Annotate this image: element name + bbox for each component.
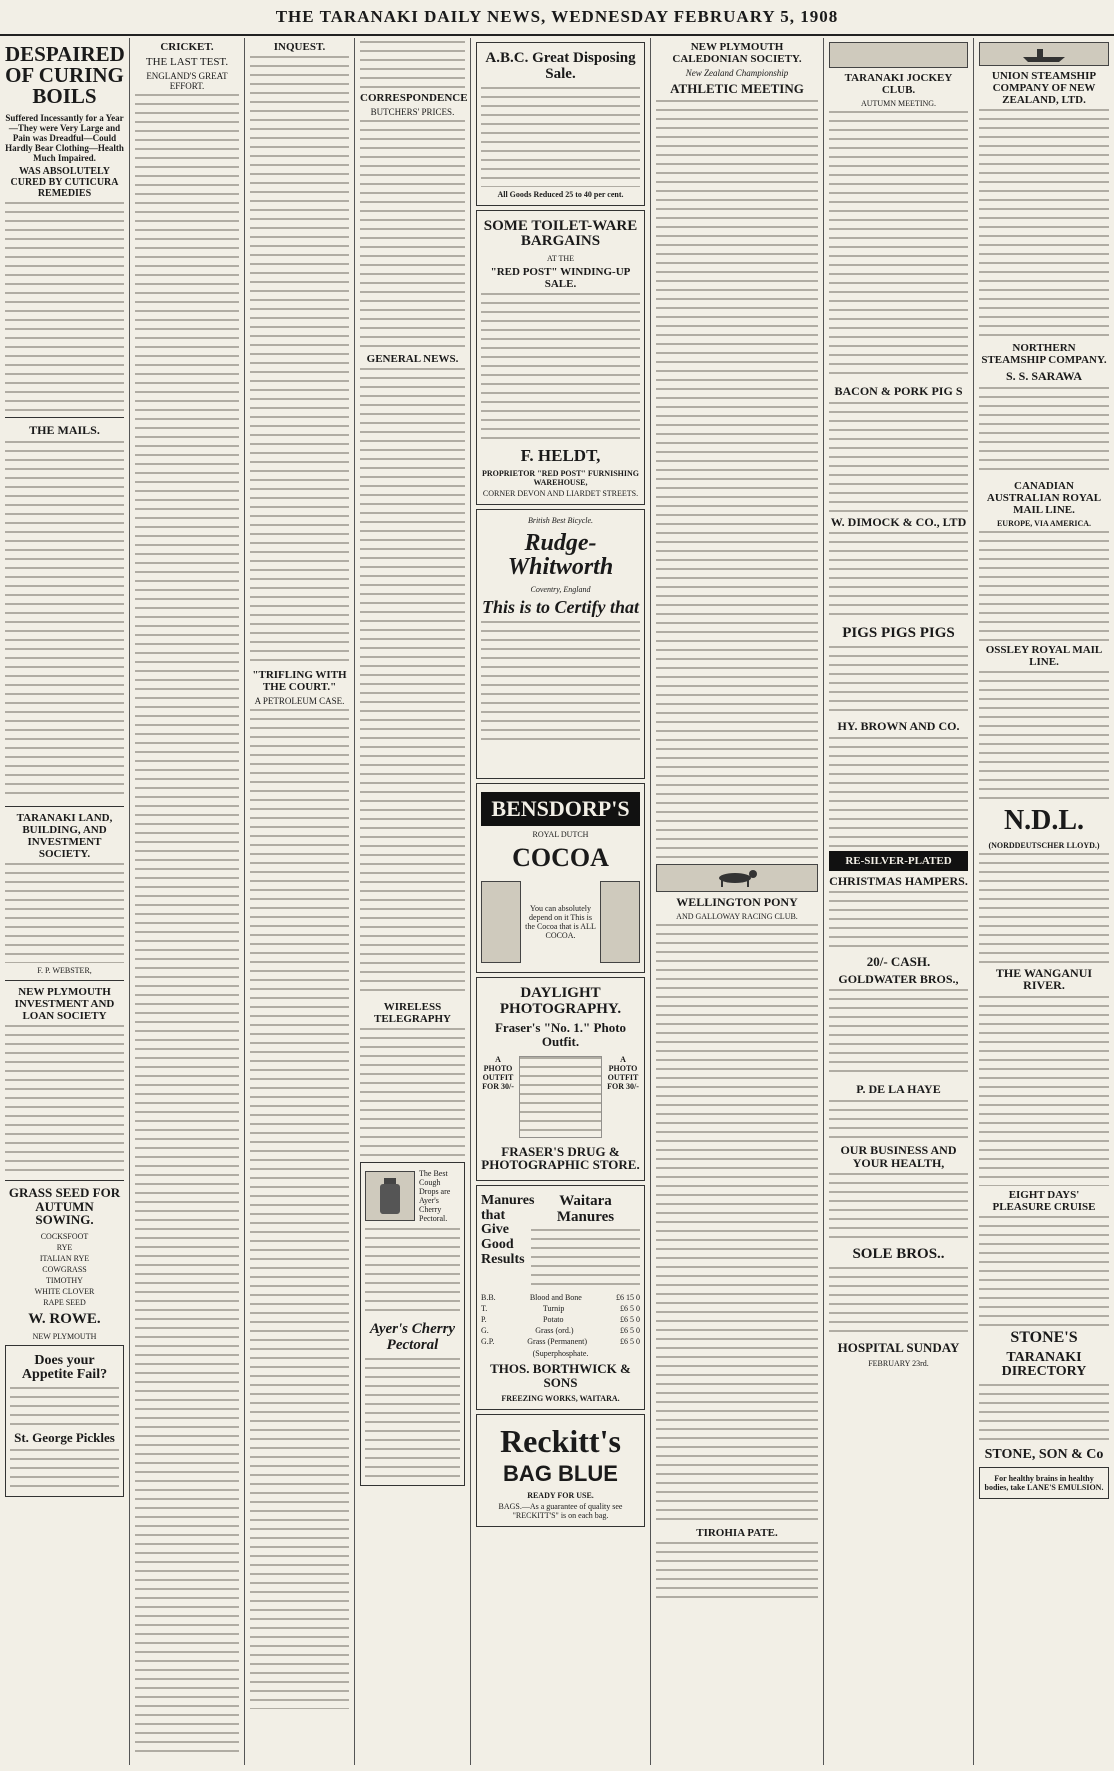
pickles-name: St. George Pickles [14, 1430, 115, 1446]
sarawa-text [979, 387, 1109, 477]
pickles-text [10, 1449, 119, 1489]
goldwater-heading: GOLDWATER BROS., [838, 971, 959, 986]
waitara-text [531, 1229, 640, 1289]
boils-headline: DESPAIRED OF CURING BOILS [5, 42, 125, 108]
dimock-heading: W. DIMOCK & CO., LTD [830, 514, 967, 529]
last-test-heading: THE LAST TEST. [145, 56, 229, 68]
pigs-text [829, 646, 968, 716]
sarawa-heading: S. S. SARAWA [1005, 369, 1083, 383]
canadian-heading: CANADIAN AUSTRALIAN ROYAL MAIL LINE. [986, 479, 1102, 516]
pony-programme-text [656, 924, 818, 1524]
superphosphate: (Superphosphate. [532, 1349, 589, 1359]
bensdorp-sub: ROYAL DUTCH [532, 829, 589, 839]
rudge-top: British Best Bicycle. [527, 515, 594, 525]
directory-heading: TARANAKI DIRECTORY [1001, 1349, 1087, 1380]
ndl-text [979, 853, 1109, 963]
trifling-heading: "TRIFLING WITH THE COURT." [252, 669, 347, 693]
hospital-date: FEBRUARY 23rd. [868, 1358, 929, 1368]
list-item: ITALIAN RYE [39, 1253, 90, 1263]
abc-footer: All Goods Reduced 25 to 40 per cent. [497, 189, 624, 199]
fraser-no1: Fraser's "No. 1." Photo Outfit. [494, 1020, 627, 1049]
red-post-ad [476, 210, 645, 505]
ayers-name: Ayer's Cherry Pectoral [369, 1321, 456, 1353]
camera-details [519, 1056, 602, 1138]
toilet-at: AT THE [546, 254, 575, 263]
reckitts-name: Reckitt's [500, 1422, 621, 1459]
ayers-ad [360, 1162, 465, 1486]
divider [5, 1180, 124, 1181]
last-test-sub: ENGLAND'S GREAT EFFORT. [146, 71, 228, 91]
land-society-text [5, 863, 124, 963]
eight-days-heading: EIGHT DAYS' PLEASURE CRUISE [992, 1188, 1096, 1213]
cocoa-title: COCOA [512, 842, 609, 872]
horse-illustration [829, 42, 968, 68]
cricket-text [135, 94, 239, 1754]
boils-subheadline: Suffered Incessantly for a Year—They were Very Large and Pain was Dreadful—Could Hardly Bear Clothing—Health Much Impaired. [5, 113, 124, 163]
tirohia-heading: TIROHIA PATE. [696, 1527, 778, 1540]
trifling-sub: A PETROLEUM CASE. [254, 696, 345, 706]
appetite-heading: Does your Appetite Fail? [21, 1352, 108, 1383]
bag-blue: BAG BLUE [503, 1460, 618, 1486]
jockey-heading: TARANAKI JOCKEY CLUB. [844, 72, 953, 96]
directory-text [979, 1384, 1109, 1444]
table-row: G. Grass (ord.) £6 5 0 [481, 1326, 640, 1336]
column-1 [0, 38, 130, 1765]
emulsion-ad [979, 1467, 1109, 1499]
list-item: RYE [56, 1242, 73, 1252]
appetite-text [10, 1387, 119, 1427]
photo-outfit-left: A PHOTO OUTFIT FOR 30/- [482, 1054, 514, 1091]
waitara-title: Waitara Manures [556, 1192, 615, 1225]
sole-bros: SOLE BROS.. [852, 1246, 945, 1263]
bensdorp-title: BENSDORP'S [481, 792, 640, 826]
list-item: COWGRASS [42, 1264, 87, 1274]
npi-heading: NEW PLYMOUTH INVESTMENT AND LOAN SOCIETY [14, 986, 115, 1022]
christmas-heading: CHRISTMAS HAMPERS. [829, 873, 968, 888]
dela-haye-text [829, 1100, 968, 1140]
emulsion-text: For healthy brains in healthy bodies, take LANE'S EMULSION. [984, 1473, 1104, 1492]
toilet-title: SOME TOILET-WARE BARGAINS [483, 217, 638, 250]
toilet-text [481, 293, 640, 443]
figure-illustration [481, 881, 521, 963]
table-row: T. Turnip £6 5 0 [481, 1304, 640, 1314]
butchers-heading: BUTCHERS' PRICES. [370, 107, 455, 117]
abc-sale-ad [476, 42, 645, 206]
ndl-sub: (NORDDEUTSCHER LLOYD.) [988, 840, 1100, 850]
rudge-text [481, 621, 640, 741]
abc-title: A.B.C. Great Disposing Sale. [485, 50, 636, 82]
bacon-text [829, 402, 968, 512]
ossley-text [979, 671, 1109, 801]
wanganui-text [979, 996, 1109, 1186]
fraser-store: FRASER'S DRUG & PHOTOGRAPHIC STORE. [481, 1143, 640, 1173]
ossley-heading: OSSLEY ROYAL MAIL LINE. [985, 643, 1103, 668]
canadian-text [979, 531, 1109, 641]
table-row: B.B. Blood and Bone £6 15 0 [481, 1293, 640, 1303]
business-text [829, 1173, 968, 1243]
athletic-heading: ATHLETIC MEETING [670, 81, 804, 96]
land-society-heading: TARANAKI LAND, BUILDING, AND INVESTMENT SOCIETY. [16, 812, 113, 860]
business-heading: OUR BUSINESS AND YOUR HEALTH, [840, 1142, 957, 1170]
ndl-logo: N.D.L. [1003, 804, 1085, 836]
borthwick-name: THOS. BORTHWICK & SONS [490, 1361, 631, 1391]
inquest-text [250, 56, 349, 666]
grass-seed-list [5, 1231, 124, 1308]
grass-seed-heading: GRASS SEED FOR AUTUMN SOWING. [8, 1185, 121, 1228]
column-4 [355, 38, 471, 1765]
list-item: WHITE CLOVER [34, 1286, 95, 1296]
wireless-text [360, 1028, 465, 1158]
npi-text [5, 1025, 124, 1175]
price-20: 20/- CASH. [866, 954, 931, 970]
rudge-whitworth-ad [476, 509, 645, 779]
autumn-heading: AUTUMN MEETING. [860, 99, 937, 108]
ayers-details [365, 1358, 460, 1478]
rudge-name: Rudge-Whitworth [507, 529, 614, 580]
cricket-heading: CRICKET. [160, 41, 214, 53]
dimock-text [829, 532, 968, 622]
hospital-sunday: HOSPITAL SUNDAY [837, 1339, 960, 1355]
pigs-heading: PIGS PIGS PIGS [842, 625, 955, 642]
rudge-certify: This is to Certify that [481, 596, 640, 617]
abc-items [481, 87, 640, 187]
list-item: COCKSFOOT [40, 1231, 89, 1241]
inquest-heading: INQUEST. [273, 41, 326, 53]
boils-cure: WAS ABSOLUTELY CURED BY CUTICURA REMEDIES [10, 166, 119, 199]
list-item: RAPE SEED [43, 1297, 86, 1307]
wireless-heading: WIRELESS TELEGRAPHY [373, 1001, 451, 1025]
fraser-photo-ad [476, 977, 645, 1181]
signer: F. P. WEBSTER, [37, 966, 92, 975]
pickles-ad [5, 1345, 124, 1497]
northern-heading: NORTHERN STEAMSHIP COMPANY. [981, 342, 1107, 366]
ready-for-use: READY FOR USE. [527, 1490, 594, 1500]
figure-illustration [600, 881, 640, 963]
manures-slogan: Manures that Give Good Results [481, 1192, 535, 1267]
divider [5, 806, 124, 807]
mails-heading: THE MAILS. [29, 423, 100, 437]
heldt-sub: PROPRIETOR "RED POST" FURNISHING WAREHOUSE, [482, 468, 639, 487]
ayers-text [365, 1228, 460, 1318]
general-news-heading: GENERAL NEWS. [366, 353, 459, 365]
stones-heading: STONE'S [1010, 1328, 1078, 1346]
masthead: THE TARANAKI DAILY NEWS, WEDNESDAY FEBRUARY 5, 1908 [0, 0, 1114, 36]
bacon-heading: BACON & PORK PIG S [834, 384, 963, 398]
galloway: AND GALLOWAY RACING CLUB. [676, 912, 798, 922]
column-7 [824, 38, 974, 1765]
butchers-text [360, 120, 465, 350]
wellington-pony: WELLINGTON PONY [676, 894, 798, 909]
column-8 [974, 38, 1114, 1765]
eight-days-text [979, 1216, 1109, 1326]
trifling-text [250, 709, 349, 1709]
cocoa-text: You can absolutely depend on it This is the Cocoa that is ALL COCOA. [525, 903, 596, 940]
borthwick-sub: FREEZING WORKS, WAITARA. [501, 1393, 620, 1403]
tirohia-text [656, 1542, 818, 1602]
list-item: TIMOTHY [46, 1275, 83, 1285]
rudge-city: Coventry, England [530, 584, 591, 594]
heldt-address: CORNER DEVON AND LIARDET STREETS. [482, 488, 639, 498]
goldwater-text [829, 989, 968, 1079]
hy-brown-heading: HY. BROWN AND CO. [837, 718, 960, 733]
photo-outfit-right: A PHOTO OUTFIT FOR 30/- [607, 1054, 639, 1091]
waitara-manures-ad [476, 1185, 645, 1410]
ship-illustration [979, 42, 1109, 66]
rowe-name: W. ROWE. [28, 1310, 101, 1327]
bags-note: BAGS.—As a guarantee of quality see "RECKITT'S" is on each bag. [498, 1501, 623, 1520]
daylight-title: DAYLIGHT PHOTOGRAPHY. [499, 984, 622, 1017]
europe-heading: EUROPE, VIA AMERICA. [996, 518, 1092, 528]
cough-caption: The Best Cough Drops are Ayer's Cherry Pectoral. [419, 1169, 451, 1223]
union-steamship-heading: UNION STEAMSHIP COMPANY OF NEW ZEALAND, LTD. [991, 70, 1097, 106]
bottle-illustration [365, 1171, 415, 1221]
manure-price-table [481, 1292, 640, 1347]
column-5 [471, 38, 651, 1765]
correspondence-heading: CORRESPONDENCE [360, 92, 468, 104]
divider [5, 980, 124, 981]
christmas-text [829, 891, 968, 951]
table-row: G.P. Grass (Permanent) £6 5 0 [481, 1337, 640, 1347]
horse-illustration [656, 864, 818, 892]
sole-bros-text [829, 1267, 968, 1337]
column-6 [651, 38, 824, 1765]
hy-brown-text [829, 737, 968, 847]
wanganui-heading: THE WANGANUI RIVER. [995, 965, 1093, 993]
rowe-location: NEW PLYMOUTH [32, 1331, 97, 1341]
caledonian-heading: NEW PLYMOUTH CALEDONIAN SOCIETY. [672, 41, 802, 65]
table-row: P. Potato £6 5 0 [481, 1315, 640, 1325]
union-steamship-text [979, 109, 1109, 339]
divider [5, 417, 124, 418]
heldt-name: F. HELDT, [520, 446, 601, 465]
mails-text [5, 441, 124, 801]
dela-haye-heading: P. DE LA HAYE [856, 1082, 941, 1097]
boils-text [5, 202, 124, 412]
championship-heading: New Zealand Championship [685, 68, 789, 78]
stone-son: STONE, SON & Co [984, 1446, 1104, 1462]
resilvered-banner: RE-SILVER-PLATED [829, 851, 968, 871]
general-news-text [360, 368, 465, 998]
column-4-text [360, 41, 465, 89]
toilet-sale: "RED POST" WINDING-UP SALE. [490, 266, 631, 290]
column-2 [130, 38, 245, 1765]
bensdorp-ad [476, 783, 645, 973]
reckitts-ad [476, 1414, 645, 1527]
jockey-text [829, 111, 968, 381]
athletic-text [656, 100, 818, 860]
column-3 [245, 38, 355, 1765]
